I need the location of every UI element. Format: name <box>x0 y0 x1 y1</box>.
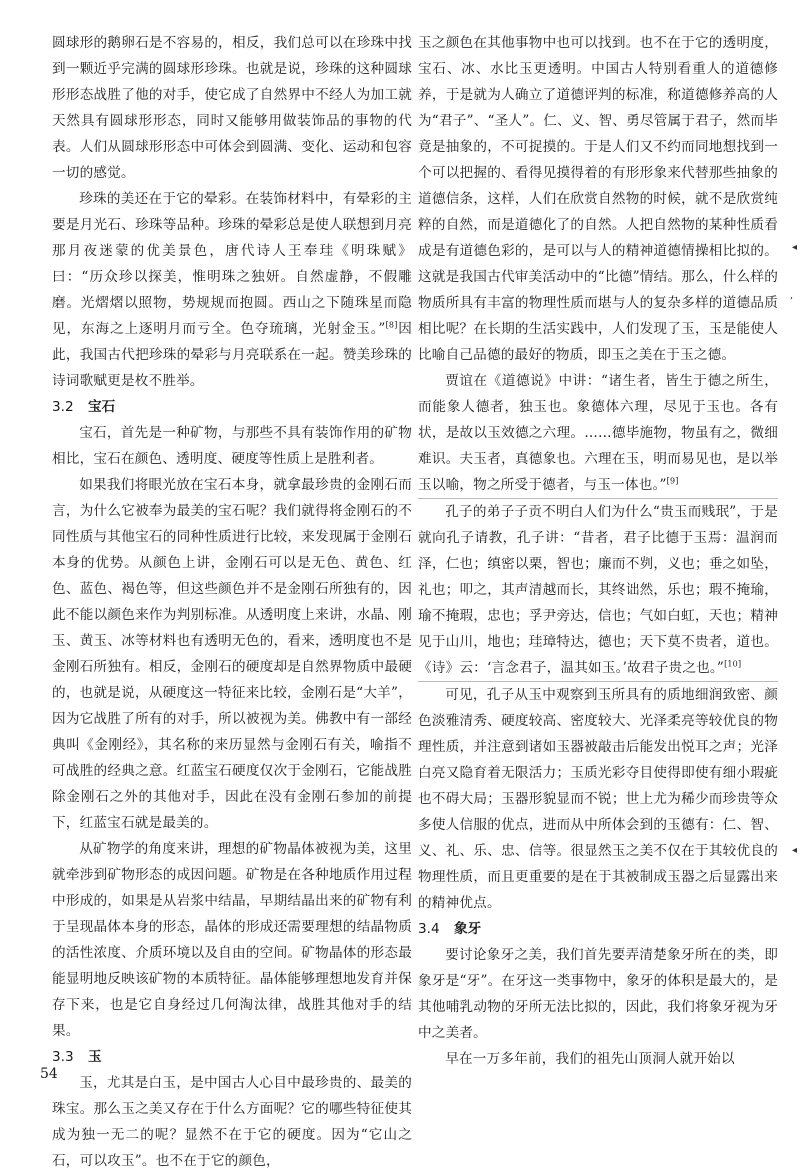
footnote-ref: [9] <box>666 476 679 486</box>
paragraph-text: 珍珠的美还在于它的晕彩。在装饰材料中，有晕彩的主要是月光石、珍珠等品种。珍珠的晕彩总是使人联想到月亮那月夜迷蒙的优美景色，唐代诗人王奉珪《明珠赋》曰：“历众珍以探美，惟明珠之独妍。自然虚静，不假雕磨。光熠熠以照物，势规规而抱圆。西山之下随珠星而隐见，东海之上逐明月而亏全。色夺琉璃，光射金玉。” <box>52 191 412 337</box>
section-title: 玉 <box>88 1049 102 1065</box>
section-heading <box>52 394 412 420</box>
paragraph: 早在一万多年前，我们的祖先山顶洞人就开始以 <box>445 1051 735 1067</box>
quotation <box>418 368 778 498</box>
paragraph: 圆球形的鹅卵石是不容易的，相反，我们总可以在珍珠中找到一颗近乎完满的圆球形珍珠。也就是说，珍珠的这种圆球形形态战胜了他的对手，使它成了自然界中不经人为加工就天然具有圆球形形态，同时又能够用做装饰品的事物的代表。人们从圆球形形态中可体会到圆满、变化、运动和包容一切的感觉。 <box>52 35 412 181</box>
quotation-text: 贾谊在《道德说》中讲：“诸生者，皆生于德之所生，而能象人德者，独玉也。象德体六理，尽见于玉也。各有状，是故以玉效德之六理。……德毕施物，物虽有之，微细难识。夫玉者，真德象也。六理在玉，明而易见也，是以举玉以喻，物之所受于德者，与玉一体也。” <box>418 373 778 493</box>
section-heading <box>418 916 778 942</box>
section-heading <box>52 1044 412 1070</box>
quotation <box>418 498 778 682</box>
left-column <box>52 30 412 1174</box>
section-title: 宝石 <box>88 399 116 415</box>
paragraph: 要讨论象牙之美，我们首先要弄清楚象牙所在的类，即象牙是“牙”。在牙这一类事物中，象牙的体积是最大的，是其他哺乳动物的牙所无法比拟的，因此，我们将象牙视为牙中之美者。 <box>418 947 778 1041</box>
section-number: 3.2 <box>52 399 74 415</box>
margin-mark: ◂ <box>792 845 798 856</box>
right-column <box>418 30 778 1072</box>
paragraph: 可见，孔子从玉中观察到玉所具有的质地细润致密、颜色淡雅清秀、硬度较高、密度较大、光泽柔亮等较优良的物理性质，并注意到诸如玉器被敲击后能发出悦耳之声；光泽白亮又隐育着无限活力；玉质光彩夺目使得即使有细小瑕疵也不碍大局；玉器形貌显而不锐；世上尤为稀少而珍贵等众多使人信服的优点，进而从中所体会到的玉德有：仁、智、义、礼、乐、忠、信等。很显然玉之美不仅在于其较优良的物理性质，而且更重要的是在于其被制成玉器之后显露出来的精神优点。 <box>418 687 778 911</box>
page-number: 54 <box>40 1066 58 1082</box>
section-number: 3.4 <box>418 921 440 937</box>
footnote-ref: [8] <box>385 320 398 330</box>
section-number: 3.3 <box>52 1049 74 1065</box>
footnote-ref: [10] <box>724 659 742 669</box>
quotation-text: 孔子的弟子子贡不明白人们为什么“贵玉而贱珉”，于是就向孔子请教，孔子讲：“昔者，君子比德于玉焉：温润而泽，仁也；缜密以栗，智也；廉而不刿，义也；垂之如坠，礼也；叩之，其声清越而长，其终诎然，乐也；瑕不掩瑜，瑜不掩瑕，忠也；孚尹旁达，信也；气如白虹，天也；精神见于山川，地也；珪璋特达，德也；天下莫不贵者，道也。《诗》云：‘言念君子，温其如玉。’故君子贵之也。” <box>418 504 778 676</box>
paragraph <box>52 186 412 394</box>
paragraph: 从矿物学的角度来讲，理想的矿物晶体被视为美，这里就牵涉到矿物形态的成因问题。矿物是在各种地质作用过程中形成的，如果是从岩浆中结晶，早期结晶出来的矿物有利于呈现晶体本身的形态，晶体的形成还需要理想的结晶物质的活性浓度、介质环境以及自由的空间。矿物晶体的形态最能显明地反映该矿物的本质特征。晶体能够理想地发育并保存下来，也是它自身经过几何淘汰律，战胜其他对手的结果。 <box>52 841 412 1039</box>
paragraph: 宝石，首先是一种矿物，与那些不具有装饰作用的矿物相比，宝石在颜色、透明度、硬度等性质上是胜利者。 <box>52 425 412 467</box>
paragraph: 玉，尤其是白玉，是中国古人心目中最珍贵的、最美的珠宝。那么玉之美又存在于什么方面呢？它的哪些特征使其成为独一无二的呢？显然不在于它的硬度。因为“它山之石，可以攻玉”。也不在于它的颜色， <box>52 1075 412 1169</box>
section-title: 象牙 <box>454 921 482 937</box>
margin-mark: , <box>790 290 794 301</box>
margin-mark: ◂ <box>792 242 798 253</box>
paragraph: 玉之颜色在其他事物中也可以找到。也不在于它的透明度，宝石、冰、水比玉更透明。中国古人特别看重人的道德修养，于是就为人确立了道德评判的标准，称道德修养高的人为“君子”、“圣人”。仁、义、智、勇尽管属于君子，然而毕竟是抽象的，不可捉摸的。于是人们又不约而同地想找到一个可以把握的、看得见摸得着的有形形象来代替那些抽象的道德信条，这样，人们在欣赏自然物的时候，就不是欣赏纯粹的自然，而是道德化了的自然。人把自然物的某种性质看成是有道德色彩的，是可以与人的精神道德情操相比拟的。这就是我国古代审美活动中的“比德”情结。那么，什么样的物质所具有丰富的物理性质而堪与人的复杂多样的道德品质相比呢？在长期的生活实践中，人们发现了玉，玉是能使人比喻自己品德的最好的物质，即玉之美在于玉之德。 <box>418 35 778 363</box>
paragraph-text: 因此，我国古代把珍珠的晕彩与月亮联系在一起。赞美珍珠的诗词歌赋更是枚不胜举。 <box>52 321 413 389</box>
paragraph: 如果我们将眼光放在宝石本身，就拿最珍贵的金刚石而言，为什么它被奉为最美的宝石呢？我们就得将金刚石的不同性质与其他宝石的同种性质进行比较，来发现属于金刚石本身的优势。从颜色上讲，金刚石可以是无色、黄色、红色、蓝色、褐色等，但这些颜色并不是金刚石所独有的，因此不能以颜色来作为判别标准。从透明度上来讲，水晶、刚玉、黄玉、冰等材料也有透明无色的，看来，透明度也不是金刚石所独有。相反，金刚石的硬度却是自然界物质中最硬的，也就是说，从硬度这一特征来比较，金刚石是“大羊”，因为它战胜了所有的对手，所以被视为美。佛教中有一部经典叫《金刚经》，其名称的来历显然与金刚石有关，喻指不可战胜的经典之意。红蓝宝石硬度仅次于金刚石，它能战胜除金刚石之外的其他对手，因此在没有金刚石参加的前提下，红蓝宝石就是最美的。 <box>52 477 412 831</box>
